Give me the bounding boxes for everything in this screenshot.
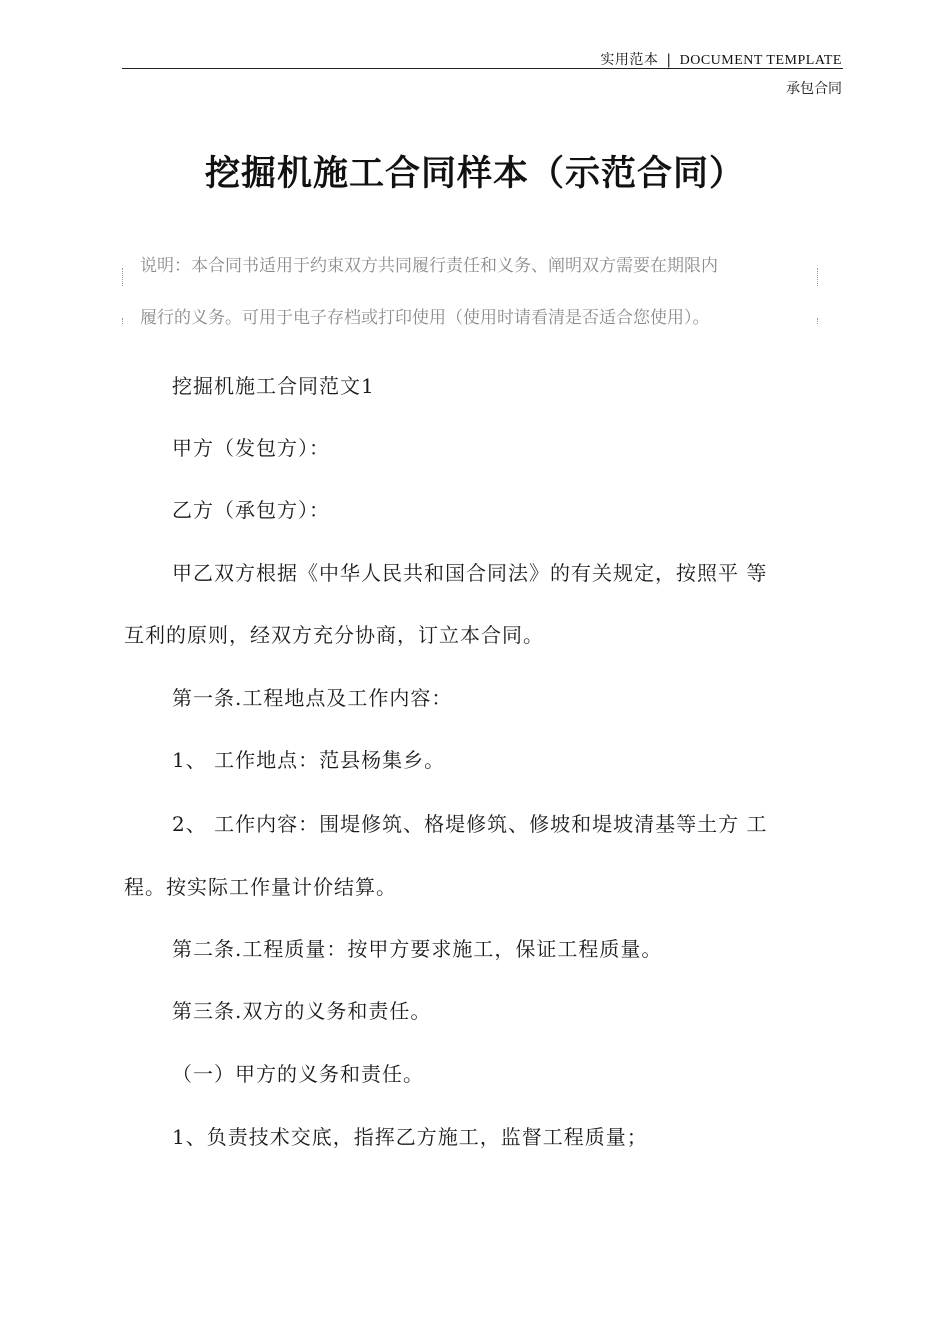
article-1-item-1: 1、 工作地点：范县杨集乡。 — [172, 748, 446, 772]
usage-note — [122, 240, 820, 328]
note-line-1: 说明：本合同书适用于约束双方共同履行责任和义务、阐明双方需要在期限内 — [140, 256, 718, 276]
note-line-2: 履行的义务。可用于电子存档或打印使用（使用时请看清是否适合您使用）。 — [140, 308, 710, 328]
section-heading: 挖掘机施工合同范文1 — [172, 374, 375, 398]
note-corner-mark — [122, 268, 125, 286]
article-1-item-2-line-1: 2、 工作内容：围堤修筑、格堤修筑、修坡和堤坡清基等土方 工 — [172, 812, 768, 836]
header-divider — [122, 68, 843, 69]
note-text — [140, 240, 810, 344]
header-brand-cn: 实用范本 — [600, 52, 659, 68]
article-1-item-2-line-2: 程。按实际工作量计价结算。 — [124, 875, 397, 899]
party-a-line: 甲方（发包方）： — [172, 436, 330, 460]
header-brand — [600, 49, 842, 69]
article-3-item-1: 1、负责技术交底，指挥乙方施工，监督工程质量； — [172, 1125, 648, 1149]
note-corner-mark — [122, 318, 125, 324]
preamble-line-1: 甲乙双方根据《中华人民共和国合同法》的有关规定，按照平 等 — [172, 561, 768, 585]
article-2: 第二条.工程质量：按甲方要求施工，保证工程质量。 — [172, 937, 663, 961]
article-3-subheading: （一）甲方的义务和责任。 — [172, 1062, 424, 1086]
note-corner-mark — [817, 268, 820, 286]
header-separator: | — [666, 52, 672, 68]
preamble-line-2: 互利的原则，经双方充分协商，订立本合同。 — [124, 623, 544, 647]
article-3-heading: 第三条.双方的义务和责任。 — [172, 999, 432, 1023]
header-brand-en: DOCUMENT TEMPLATE — [679, 53, 842, 68]
note-corner-mark — [817, 318, 820, 324]
document-title: 挖掘机施工合同样本（示范合同） — [204, 153, 745, 194]
article-1-heading: 第一条.工程地点及工作内容： — [172, 686, 453, 710]
party-b-line: 乙方（承包方）： — [172, 498, 330, 522]
header-category: 承包合同 — [786, 81, 842, 97]
